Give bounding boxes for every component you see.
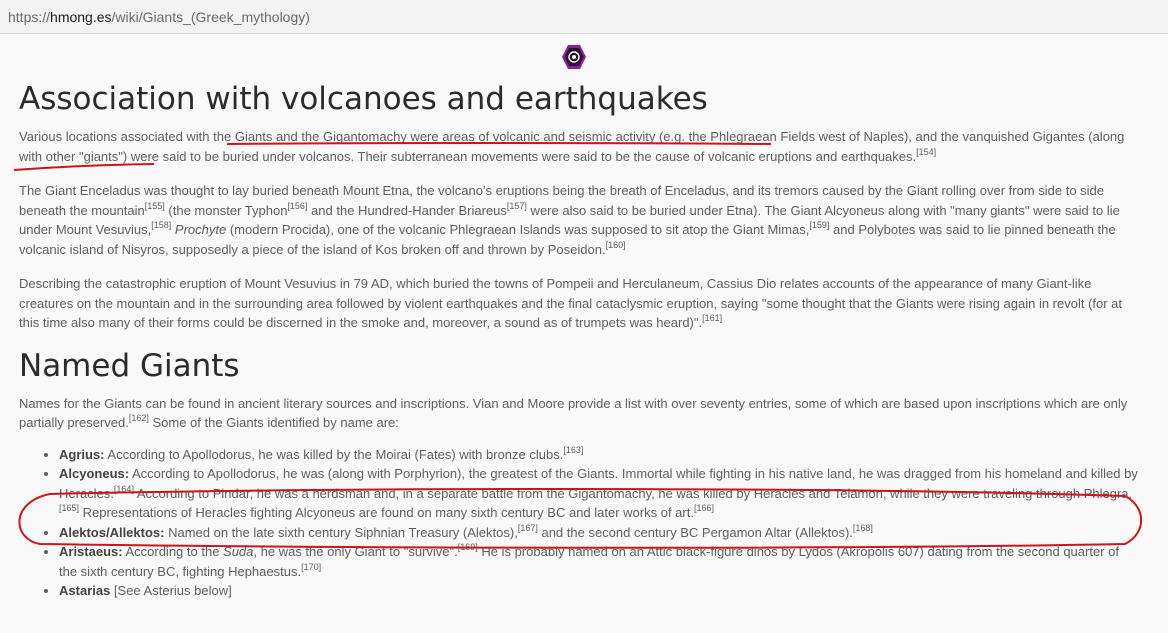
- list-item-aristaeus: • Aristaeus: According to the Suda, he was the only Giant to "survive".[169] He is probably named on an Attic black-figure dinos by Lydos (Akropolis 607) dating from the second quarter of the sixth century BC, fighting Hephaestus.[170]: [59, 542, 1139, 581]
- reference-link[interactable]: [163]: [563, 444, 584, 455]
- giants-list: [19, 445, 1139, 601]
- reference-link[interactable]: [168]: [852, 522, 873, 533]
- section-heading-named-giants: Named Giants: [19, 347, 240, 384]
- paragraph-names-intro: Names for the Giants can be found in ancient literary sources and inscriptions. Vian and Moore provide a list with over seventy entries, some of which are based upon inscriptions which are only partially preserved.[162] Some of the Giants identified by name are:: [19, 395, 1128, 430]
- hexagon-logo-icon[interactable]: [561, 44, 587, 70]
- list-item-alcyoneus: • Alcyoneus: According to Apollodorus, he was (along with Porphyrion), the greatest of the Giants. Immortal while fighting in his native land, he was dragged from his homeland and killed by Heracles.[164] According to Pindar, he was a herdsman and, in a separate battle from the Gigantomachy, he was killed by Heracles and Telamon, while they were traveling through Phlegra.[165] Representations of Heracles fighting Alcyoneus are found on many sixth century BC and later works of art.[166]: [59, 464, 1139, 523]
- reference-link[interactable]: [157]: [506, 200, 527, 211]
- reference-link[interactable]: [170]: [301, 561, 322, 572]
- list-item-agrius: • Agrius: According to Apollodorus, he was killed by the Moirai (Fates) with bronze clubs.[163]: [59, 445, 1139, 465]
- list-item-alektos: • Alektos/Allektos: Named on the late sixth century Siphnian Treasury (Alektos),[167] and the second century BC Pergamon Altar (Allektos).[168]: [59, 523, 1139, 543]
- address-bar[interactable]: [0, 0, 1168, 34]
- reference-link[interactable]: [165]: [59, 503, 80, 513]
- list-item-astarias: • Astarias [See Asterius below]: [59, 581, 1139, 601]
- reference-link[interactable]: [160]: [605, 239, 626, 250]
- reference-link[interactable]: [166]: [693, 503, 714, 513]
- paragraph-enceladus: The Giant Enceladus was thought to lay buried beneath Mount Etna, the volcano's eruptions being the breath of Enceladus, and its tremors caused by the Giant rolling over from side to side beneath the mountain[155] (the monster Typhon[156] and the Hundred-Hander Briareus[157] were also said to be buried under Etna). The Giant Alcyoneus along with "many giants" were said to lie under Mount Vesuvius,[158] Prochyte (modern Procida), one of the volcanic Phlegraean Islands was supposed to sit atop the Giant Mimas,[159] and Polybotes was said to lie pinned beneath the volcanic island of Nisyros, supposedly a piece of the island of Kos broken off and thrown by Poseidon.[160]: [19, 183, 1120, 257]
- reference-link[interactable]: [169]: [457, 542, 478, 552]
- url-scheme: https://: [8, 8, 51, 25]
- reference-link[interactable]: [167]: [517, 522, 538, 533]
- reference-link[interactable]: [158]: [151, 220, 172, 230]
- reference-link[interactable]: [155]: [144, 200, 165, 211]
- article-content: [19, 80, 1139, 601]
- section-heading-volcanoes: Association with volcanoes and earthquakes: [19, 81, 708, 117]
- url-host: hmong.es: [50, 8, 112, 25]
- paragraph-volcanic-locations: Various locations associated with the Giants and the Gigantomachy were areas of volcanic and seismic activity (e.g. the Phlegraean Fields west of Naples), and the vanquished Gigantes (along with other "giants") were said to be buried under volcanos. Their subterranean movements were said to be the cause of volcanic eruptions and earthquakes.[154]: [19, 129, 1125, 164]
- paragraph-vesuvius-eruption: Describing the catastrophic eruption of Mount Vesuvius in 79 AD, which buried the towns of Pompeii and Herculaneum, Cassius Dio relates accounts of the appearance of many Giant-like creatures on the mountain and in the surrounding area followed by violent earthquakes and the final cataclysmic eruption, saying "some thought that the Giants were rising again in revolt (for at this time also many of their forms could be discerned in the smoke and, moreover, a sound as of trumpets was heard)".[161]: [19, 276, 1123, 330]
- site-header: [0, 34, 1168, 80]
- url-path: /wiki/Giants_(Greek_mythology): [111, 8, 310, 25]
- reference-link[interactable]: [159]: [809, 220, 830, 230]
- reference-link[interactable]: [154]: [916, 146, 937, 157]
- reference-link[interactable]: [156]: [287, 200, 308, 211]
- reference-link[interactable]: [164]: [113, 483, 134, 494]
- phlegraean-fields-link[interactable]: Giants and the Gigantomachy were areas of volcanic and seismic activity (e.g. the Phlegraean Fields west of Naples: [234, 129, 904, 144]
- reference-link[interactable]: [161]: [702, 313, 723, 323]
- reference-link[interactable]: [162]: [128, 413, 149, 423]
